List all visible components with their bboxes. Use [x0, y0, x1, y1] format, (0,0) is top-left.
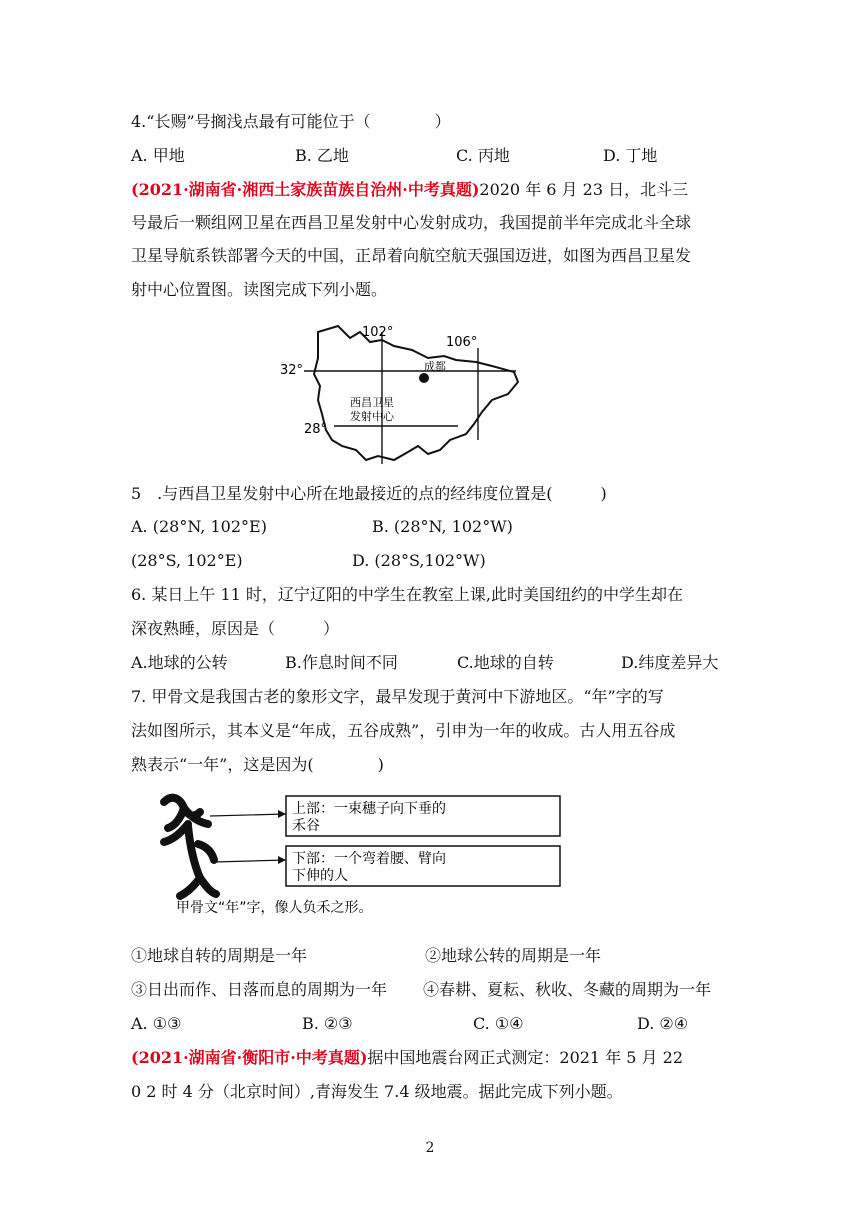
arrow-top-head — [278, 810, 286, 818]
q5-option-d: D. (28°S,102°W) — [352, 551, 486, 570]
label-lat-32: 32° — [280, 363, 304, 378]
q4-option-b: B. 乙地 — [295, 146, 349, 165]
q5-stem: 5 .与西昌卫星发射中心所在地最接近的点的经纬度位置是( ) — [131, 484, 607, 503]
q6-option-c: C.地球的自转 — [457, 653, 554, 672]
label-chengdu: 成都 — [424, 360, 446, 373]
intro1-text: 2020 年 6 月 23 日，北斗三 — [479, 180, 689, 199]
bottom-box-line1: 下部：一个弯着腰、臂向 — [292, 851, 446, 867]
q7-stem-line1: 7. 甲骨文是我国古老的象形文字，最早发现于黄河中下游地区。“年”字的写 — [131, 687, 664, 706]
q7-stem-line3: 熟表示“一年”，这是因为( ) — [131, 755, 384, 774]
q5-option-b: B. (28°N, 102°W) — [372, 517, 513, 536]
q7-option-d: D. ②④ — [637, 1014, 689, 1033]
figure-caption: 甲骨文“年”字，像人负禾之形。 — [176, 900, 373, 916]
chengdu-marker — [419, 373, 429, 383]
bottom-box-line2: 下伸的人 — [292, 868, 348, 884]
intro1-source: (2021·湖南省·湘西土家族苗族自治州·中考真题) — [131, 180, 480, 199]
label-lon-106: 106° — [446, 335, 478, 350]
top-box-line2: 禾谷 — [292, 818, 320, 834]
q7-statement-4: ④春耕、夏耘、秋收、冬藏的周期为一年 — [423, 980, 712, 999]
intro2-text: 据中国地震台网正式测定：2021 年 5 月 22 — [367, 1048, 683, 1067]
q5-option-c: (28°S, 102°E) — [131, 551, 243, 570]
oracle-bone-nian-figure — [150, 786, 570, 922]
label-lat-28: 28° — [304, 422, 328, 437]
q7-statement-1: ①地球自转的周期是一年 — [131, 946, 308, 965]
arrow-top — [210, 814, 286, 816]
q7-statement-2: ②地球公转的周期是一年 — [425, 946, 602, 965]
oracle-bone-character — [164, 798, 216, 896]
arrow-bottom-head — [278, 856, 286, 864]
q7-option-c: C. ①④ — [473, 1014, 524, 1033]
intro2-line2: 0 2 时 4 分（北京时间）,青海发生 7.4 级地震。据此完成下列小题。 — [131, 1082, 623, 1101]
q6-stem-line1: 6. 某日上午 11 时，辽宁辽阳的中学生在教室上课,此时美国纽约的中学生却在 — [131, 585, 683, 604]
q6-option-b: B.作息时间不同 — [285, 653, 398, 672]
q4-stem: 4.“长赐”号搁浅点最有可能位于（ ） — [131, 112, 451, 131]
arrow-bottom — [214, 860, 286, 862]
q7-stem-line2: 法如图所示，其本义是“年成，五谷成熟”，引申为一年的收成。古人用五谷成 — [131, 721, 676, 740]
q6-stem-line2: 深夜熟睡，原因是（ ） — [131, 619, 340, 638]
intro1-line2: 号最后一颗组网卫星在西昌卫星发射中心发射成功，我国提前半年完成北斗全球 — [131, 213, 692, 232]
q6-option-a: A.地球的公转 — [131, 653, 228, 672]
q6-option-d: D.纬度差异大 — [621, 653, 719, 672]
label-xichang-2: 发射中心 — [350, 410, 394, 423]
top-box-line1: 上部：一束穗子向下垂的 — [292, 801, 446, 817]
q7-option-a: A. ①③ — [131, 1014, 182, 1033]
intro2-line1 — [131, 1048, 683, 1068]
intro1-line1 — [131, 180, 688, 200]
page-number: 2 — [425, 1140, 435, 1156]
intro1-line4: 射中心位置图。读图完成下列小题。 — [131, 280, 388, 299]
sichuan-map — [278, 320, 538, 468]
q4-option-d: D. 丁地 — [603, 146, 658, 165]
q4-option-a: A. 甲地 — [131, 146, 185, 165]
intro2-source: (2021·湖南省·衡阳市·中考真题) — [131, 1048, 368, 1067]
label-xichang-1: 西昌卫星 — [350, 396, 394, 409]
q7-statement-3: ③日出而作、日落而息的周期为一年 — [131, 980, 388, 999]
intro1-line3: 卫星导航系铁部署今天的中国，正昂着向航空航天强国迈进，如图为西昌卫星发 — [131, 246, 692, 265]
province-outline — [314, 326, 518, 460]
q5-option-a: A. (28°N, 102°E) — [131, 517, 267, 536]
q4-option-c: C. 丙地 — [456, 146, 510, 165]
label-lon-102: 102° — [362, 325, 394, 340]
q7-option-b: B. ②③ — [302, 1014, 353, 1033]
